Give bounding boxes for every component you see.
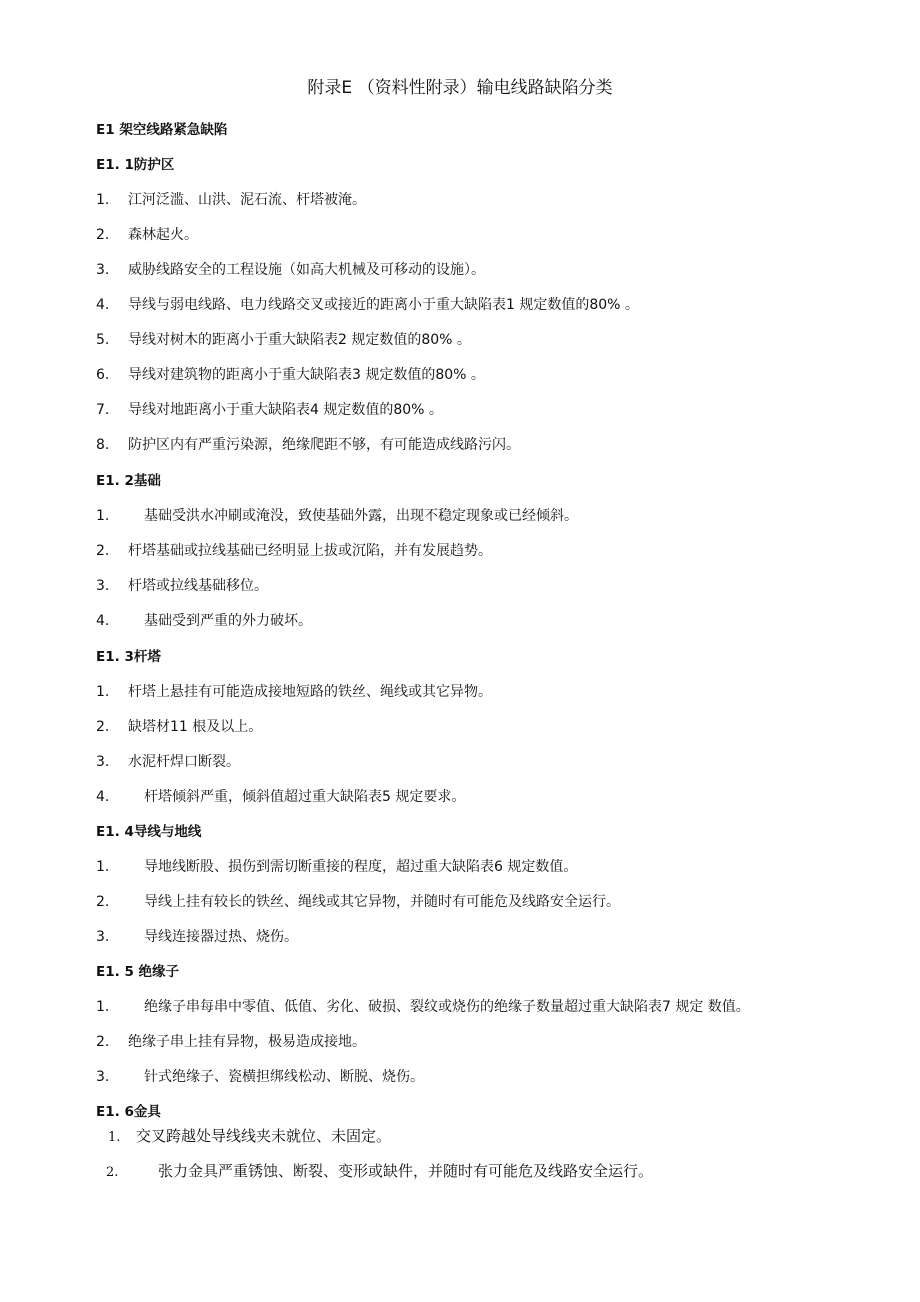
list-item: 2. 张力金具严重锈蚀、断裂、变形或缺件，并随时有可能危及线路安全运行。 <box>106 1162 654 1180</box>
list-item: 3. 针式绝缘子、瓷横担绑线松动、断脱、烧伤。 <box>96 1069 424 1085</box>
list-item: 7. 导线对地距离小于重大缺陷表4 规定数值的80% 。 <box>96 402 443 418</box>
list-item: 1. 江河泛滥、山洪、泥石流、杆塔被淹。 <box>96 192 366 208</box>
section-e1-5-heading: E1. 5 绝缘子 <box>96 964 180 980</box>
list-item: 3. 导线连接器过热、烧伤。 <box>96 929 298 945</box>
list-item: 2. 导线上挂有较长的铁丝、绳线或其它异物，并随时有可能危及线路安全运行。 <box>96 894 620 910</box>
section-e1-3-heading: E1. 3杆塔 <box>96 649 161 665</box>
section-e1-2-heading: E1. 2基础 <box>96 473 161 489</box>
list-item: 1. 绝缘子串每串中零值、低值、劣化、破损、裂纹或烧伤的绝缘子数量超过重大缺陷表7 规定 数值。 <box>96 999 750 1015</box>
list-item: 2. 杆塔基础或拉线基础已经明显上拔或沉陷，并有发展趋势。 <box>96 543 492 559</box>
list-item: 1. 杆塔上悬挂有可能造成接地短路的铁丝、绳线或其它异物。 <box>96 684 492 700</box>
list-item: 4. 基础受到严重的外力破坏。 <box>96 613 312 629</box>
list-item: 4. 杆塔倾斜严重，倾斜值超过重大缺陷表5 规定要求。 <box>96 789 466 805</box>
section-e1-1-heading: E1. 1防护区 <box>96 157 175 173</box>
list-item: 2. 绝缘子串上挂有异物，极易造成接地。 <box>96 1034 366 1050</box>
list-item: 1. 导地线断股、损伤到需切断重接的程度，超过重大缺陷表6 规定数值。 <box>96 859 578 875</box>
list-item: 3. 威胁线路安全的工程设施（如高大机械及可移动的设施）。 <box>96 262 485 278</box>
list-item: 4. 导线与弱电线路、电力线路交叉或接近的距离小于重大缺陷表1 规定数值的80% 。 <box>96 297 639 313</box>
list-item: 2. 缺塔材11 根及以上。 <box>96 719 263 735</box>
list-item: 1. 基础受洪水冲刷或淹没，致使基础外露，出现不稳定现象或已经倾斜。 <box>96 508 578 524</box>
list-item: 6. 导线对建筑物的距离小于重大缺陷表3 规定数值的80% 。 <box>96 367 485 383</box>
section-e1-4-heading: E1. 4导线与地线 <box>96 824 202 840</box>
list-item: 2. 森林起火。 <box>96 227 198 243</box>
list-item: 8. 防护区内有严重污染源，绝缘爬距不够，有可能造成线路污闪。 <box>96 437 520 453</box>
list-item: 3. 水泥杆焊口断裂。 <box>96 754 240 770</box>
page-title: 附录E （资料性附录）输电线路缺陷分类 <box>307 78 613 98</box>
list-item: 3. 杆塔或拉线基础移位。 <box>96 578 268 594</box>
list-item: 1. 交叉跨越处导线线夹未就位、未固定。 <box>108 1127 392 1145</box>
list-item: 5. 导线对树木的距离小于重大缺陷表2 规定数值的80% 。 <box>96 332 471 348</box>
section-e1-6-heading: E1. 6金具 <box>96 1104 161 1120</box>
section-e1-heading: E1 架空线路紧急缺陷 <box>96 122 228 138</box>
